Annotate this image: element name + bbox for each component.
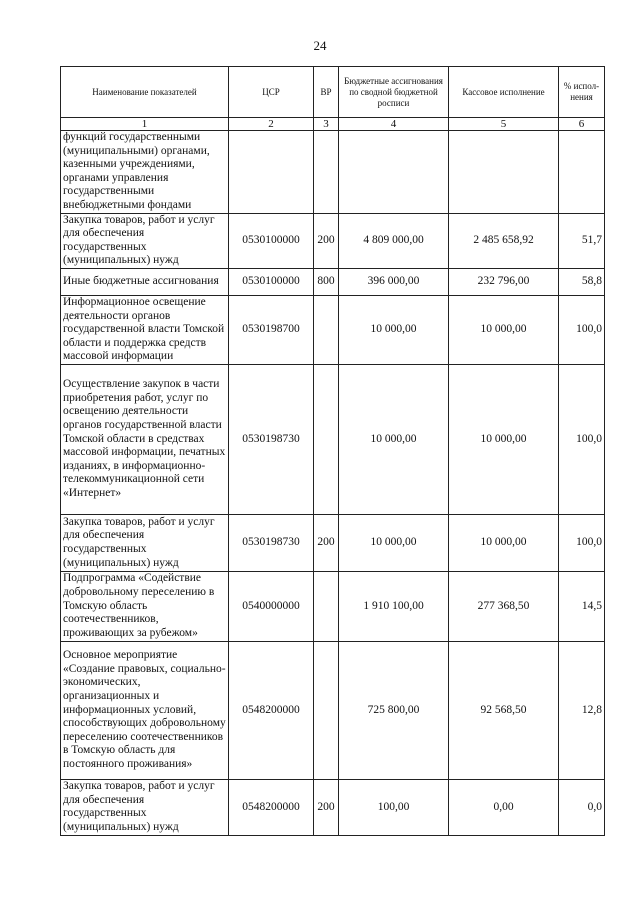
row-executed: 2 485 658,92: [449, 213, 559, 268]
column-number: 6: [559, 118, 605, 131]
table-row: [61, 131, 605, 214]
row-budget: 725 800,00: [339, 641, 449, 779]
column-number: 5: [449, 118, 559, 131]
row-vr: 800: [314, 268, 339, 295]
row-name: Иные бюджетные ассигнования: [61, 268, 229, 295]
row-vr: [314, 641, 339, 779]
row-percent: 100,0: [559, 295, 605, 364]
row-budget: 10 000,00: [339, 514, 449, 571]
row-executed: [449, 131, 559, 214]
row-name: Информационное освещение деятельности органов государственной власти Томской области и поддержка средств массовой информации: [61, 295, 229, 364]
budget-execution-table: [60, 66, 605, 836]
row-csr: 0548200000: [229, 779, 314, 835]
table-row: [61, 364, 605, 514]
row-vr: 200: [314, 779, 339, 835]
header-cash-execution: Кассовое исполнение: [449, 67, 559, 118]
row-budget: 10 000,00: [339, 364, 449, 514]
header-budget-allocations: Бюджетные ассигнования по сводной бюджетной росписи: [339, 67, 449, 118]
header-indicator-name: Наименование показателей: [61, 67, 229, 118]
row-executed: 10 000,00: [449, 364, 559, 514]
header-vr: ВР: [314, 67, 339, 118]
table-header-row: [61, 67, 605, 118]
row-percent: 100,0: [559, 514, 605, 571]
column-number-row: [61, 118, 605, 131]
row-csr: 0530198730: [229, 364, 314, 514]
row-name: Осуществление закупок в части приобретения работ, услуг по освещению деятельности органов государственной власти Томской области в средствах массовой информации, печатных изданиях, в информационно-телекоммуникационной сети «Интернет»: [61, 364, 229, 514]
column-number: 4: [339, 118, 449, 131]
row-percent: 51,7: [559, 213, 605, 268]
row-percent: 12,8: [559, 641, 605, 779]
row-name: Подпрограмма «Содействие добровольному переселению в Томскую область соотечественников, проживающих за рубежом»: [61, 571, 229, 641]
page-number: 24: [313, 38, 327, 53]
table-row: [61, 571, 605, 641]
row-percent: 58,8: [559, 268, 605, 295]
row-executed: 232 796,00: [449, 268, 559, 295]
row-percent: 14,5: [559, 571, 605, 641]
row-budget: 100,00: [339, 779, 449, 835]
row-csr: 0540000000: [229, 571, 314, 641]
table-row: [61, 514, 605, 571]
table-row: [61, 295, 605, 364]
row-budget: 4 809 000,00: [339, 213, 449, 268]
row-name: Закупка товаров, работ и услуг для обеспечения государственных (муниципальных) нужд: [61, 514, 229, 571]
table-row: [61, 641, 605, 779]
column-number: 1: [61, 118, 229, 131]
row-csr: [229, 131, 314, 214]
row-csr: 0530198730: [229, 514, 314, 571]
row-name: Основное мероприятие «Создание правовых, социально-экономических, организационных и информационных условий, способствующих добровольному переселению соотечественников в Томскую область для постоянного проживания»: [61, 641, 229, 779]
row-budget: [339, 131, 449, 214]
row-csr: 0530100000: [229, 268, 314, 295]
row-executed: 277 368,50: [449, 571, 559, 641]
header-execution-percent: % испол-нения: [559, 67, 605, 118]
column-number: 3: [314, 118, 339, 131]
row-budget: 396 000,00: [339, 268, 449, 295]
row-executed: 10 000,00: [449, 295, 559, 364]
row-vr: [314, 571, 339, 641]
row-percent: [559, 131, 605, 214]
table-row: [61, 213, 605, 268]
row-vr: [314, 131, 339, 214]
table-row: [61, 268, 605, 295]
row-csr: 0530198700: [229, 295, 314, 364]
row-vr: [314, 364, 339, 514]
row-csr: 0530100000: [229, 213, 314, 268]
row-executed: 92 568,50: [449, 641, 559, 779]
row-budget: 10 000,00: [339, 295, 449, 364]
row-percent: 100,0: [559, 364, 605, 514]
row-budget: 1 910 100,00: [339, 571, 449, 641]
row-percent: 0,0: [559, 779, 605, 835]
row-vr: 200: [314, 213, 339, 268]
row-vr: [314, 295, 339, 364]
row-executed: 0,00: [449, 779, 559, 835]
row-csr: 0548200000: [229, 641, 314, 779]
row-executed: 10 000,00: [449, 514, 559, 571]
table-row: [61, 779, 605, 835]
row-vr: 200: [314, 514, 339, 571]
column-number: 2: [229, 118, 314, 131]
row-name: Закупка товаров, работ и услуг для обеспечения государственных (муниципальных) нужд: [61, 213, 229, 268]
row-name: Закупка товаров, работ и услуг для обеспечения государственных (муниципальных) нужд: [61, 779, 229, 835]
header-csr: ЦСР: [229, 67, 314, 118]
row-name: функций государственными (муниципальными) органами, казенными учреждениями, органами управления государственными внебюджетными фондами: [61, 131, 229, 214]
